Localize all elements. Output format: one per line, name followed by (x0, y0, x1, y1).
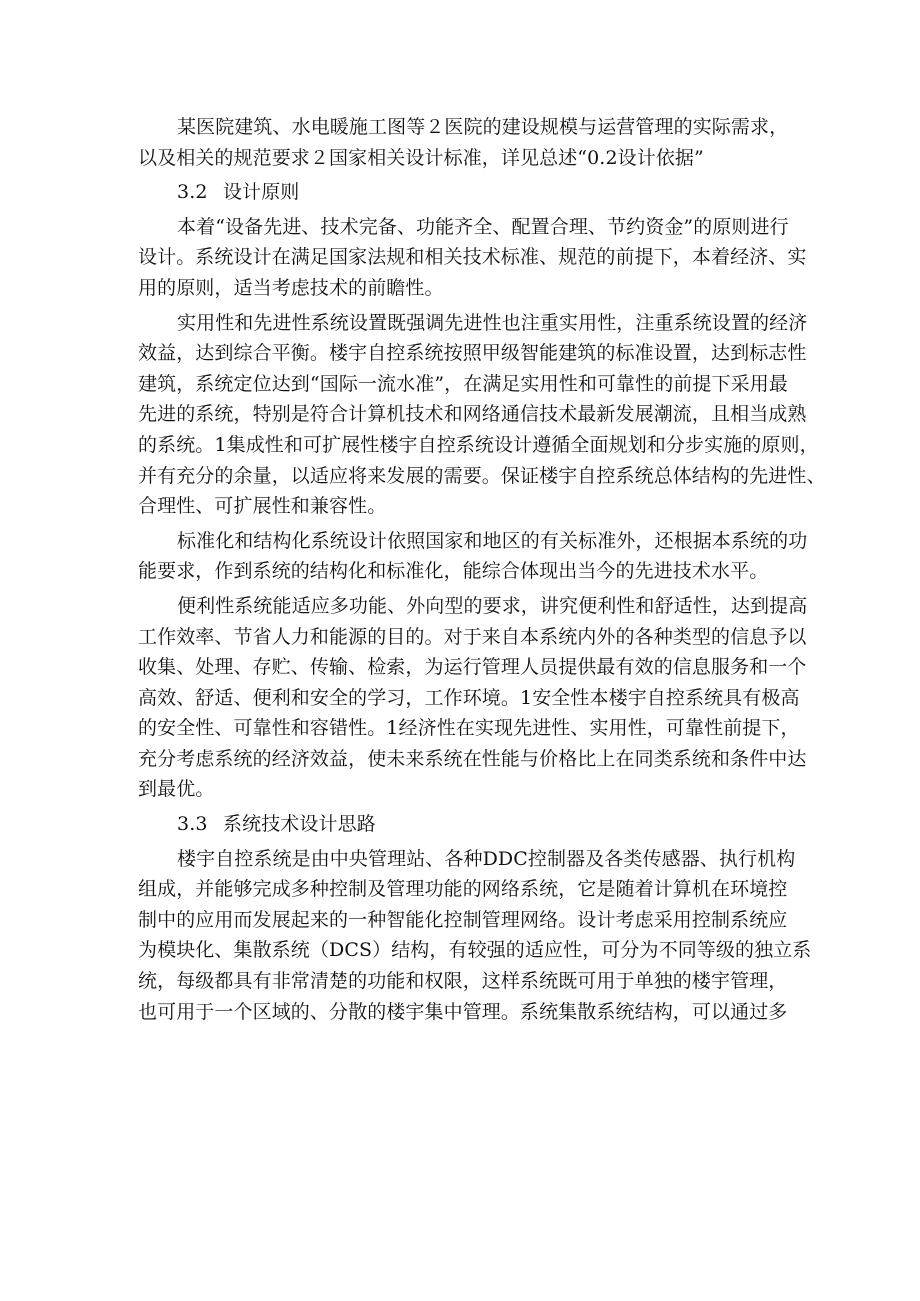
text-line: 标准化和结构化系统设计依照国家和地区的有关标准外，还根据本系统的功 (177, 529, 808, 552)
paragraph-practicality (138, 308, 826, 522)
text-line: 收集、处理、存贮、传输、检索，为运行管理人员提供最有效的信息服务和一个 (138, 656, 807, 679)
paragraph-convenience (138, 591, 808, 805)
text-line: 先进的系统，特别是符合计算机技术和网络通信技术最新发展潮流，且相当成熟 (138, 403, 807, 426)
text-line: 工作效率、节省人力和能源的目的。对于来自本系统内外的各种类型的信息予以 (138, 625, 807, 648)
text-line: 的系统。1集成性和可扩展性楼宇自控系统设计遵循全面规划和分步实施的原则， (138, 433, 819, 456)
text-line: 某医院建筑、水电暖施工图等２医院的建设规模与运营管理的实际需求， (177, 116, 789, 138)
section-title: 设计原则 (223, 181, 300, 204)
text-line: 高效、舒适、便利和安全的学习，工作环境。1安全性本楼宇自控系统具有极高 (138, 686, 800, 709)
text-line: 合理性、可扩展性和兼容性。 (138, 495, 387, 518)
text-line: 便利性系统能适应多功能、外向型的要求，讲究便利性和舒适性，达到提高 (177, 594, 808, 617)
text-line: 设计。系统设计在满足国家法规和相关技术标准、规范的前提下，本着经济、实 (138, 246, 807, 269)
paragraph-technical-approach (138, 844, 812, 1028)
text-line: 统，每级都具有非常清楚的功能和权限，这样系统既可用于单独的楼宇管理， (138, 970, 788, 993)
text-line: 实用性和先进性系统设置既强调先进性也注重实用性，注重系统设置的经济 (177, 311, 808, 334)
section-number: 3.3 (177, 813, 208, 836)
text-line: 本着“设备先进、技术完备、功能齐全、配置合理、节约资金”的原则进行 (177, 215, 789, 238)
text-line: 的安全性、可靠性和容错性。1经济性在实现先进性、实用性，可靠性前提下， (138, 717, 800, 740)
text-line: 效益，达到综合平衡。楼宇自控系统按照甲级智能建筑的标准设置，达到标志性 (138, 342, 807, 365)
section-heading-3-3 (138, 809, 790, 840)
text-line: 组成，并能够完成多种控制及管理功能的网络系统，它是随着计算机在环境控 (138, 878, 788, 901)
section-title: 系统技术设计思路 (223, 813, 376, 836)
text-line: 用的原则，适当考虑技术的前瞻性。 (138, 276, 444, 299)
paragraph-standardization (138, 526, 808, 587)
section-number: 3.2 (177, 181, 208, 204)
text-line: 楼宇自控系统是由中央管理站、各种DDC控制器及各类传感器、执行机构 (177, 847, 796, 870)
section-heading-3-2 (138, 177, 790, 208)
text-line: 为模块化、集散系统（DCS）结构，有较强的适应性，可分为不同等级的独立系 (138, 939, 812, 962)
text-line: 建筑，系统定位达到“国际一流水准”，在满足实用性和可靠性的前提下采用最 (138, 372, 788, 395)
document-page (138, 112, 826, 1027)
text-line: 制中的应用而发展起来的一种智能化控制管理网络。设计考虑采用控制系统应 (138, 908, 788, 931)
text-line: 也可用于一个区域的、分散的楼宇集中管理。系统集散系统结构，可以通过多 (138, 1000, 788, 1023)
text-line: 以及相关的规范要求２国家相关设计标准，详见总述“0.2设计依据” (138, 146, 704, 169)
text-line: 充分考虑系统的经济效益，使未来系统在性能与价格比上在同类系统和条件中达 (138, 747, 807, 770)
text-line: 能要求，作到系统的结构化和标准化，能综合体现出当今的先进技术水平。 (138, 560, 769, 583)
paragraph-design-basis (138, 112, 790, 173)
text-line: 并有充分的余量，以适应将来发展的需要。保证楼宇自控系统总体结构的先进性、 (138, 464, 826, 487)
text-line: 到最优。 (138, 778, 215, 801)
paragraph-design-principle (138, 212, 807, 304)
